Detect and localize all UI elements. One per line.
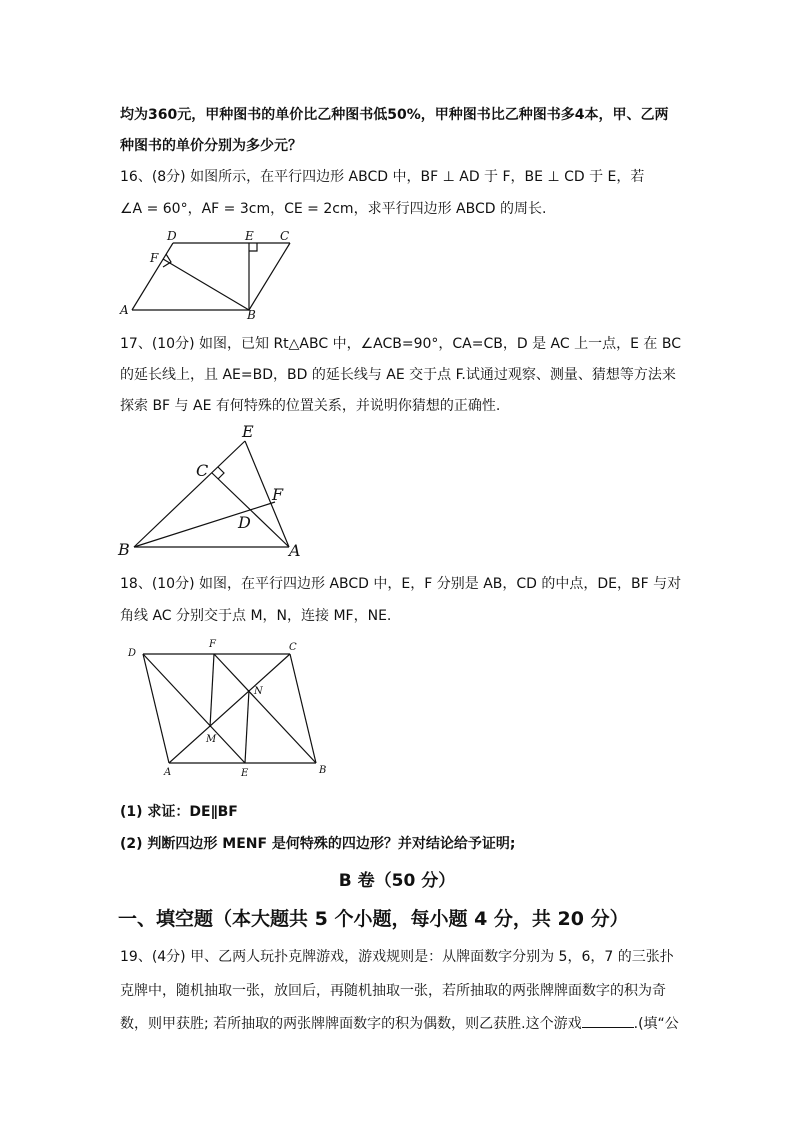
- q16-right-angle-f: [163, 254, 171, 267]
- q18-line-1: 18、(10分) 如图，在平行四边形 ABCD 中，E，F 分别是 AB，CD 的中点，DE，BF 与对: [120, 576, 682, 592]
- q16-label-a: A: [120, 303, 129, 317]
- q18-figure: [120, 636, 340, 782]
- q17-line-2: 的延长线上，且 AE=BD，BD 的延长线与 AE 交于点 F.试通过观察、测量、猜想等方法来: [120, 367, 676, 383]
- q16-line-2: ∠A = 60°，AF = 3cm，CE = 2cm，求平行四边形 ABCD 的周长.: [120, 201, 547, 217]
- q18-label-c: C: [289, 642, 297, 653]
- section-b-title: B 卷（50 分）: [338, 871, 456, 891]
- q18-side-cb: [290, 654, 316, 763]
- q16-label-f: F: [150, 251, 159, 265]
- q18-segment-mf: [210, 654, 214, 727]
- q16-figure: [116, 226, 306, 320]
- q19-line-2: 克牌中，随机抽取一张，放回后，再随机抽取一张，若所抽取的两张牌牌面数字的积为奇: [120, 983, 666, 999]
- q18-label-e: E: [241, 768, 249, 779]
- q18-side-da: [143, 654, 169, 763]
- q17-line-3: 探索 BF 与 AE 有何特殊的位置关系，并说明你猜想的正确性.: [120, 398, 501, 414]
- q18-segment-ne: [245, 690, 249, 763]
- q19-line-1: 19、(4分) 甲、乙两人玩扑克牌游戏，游戏规则是：从牌面数字分别为 5，6，7 的三张扑: [120, 949, 674, 965]
- q18-label-f: F: [209, 639, 216, 650]
- q18-label-a: A: [164, 767, 172, 778]
- q17-label-e: E: [242, 422, 254, 441]
- q15-line-2: 种图书的单价分别为多少元？: [120, 138, 302, 154]
- q19-line-3-text: 数，则甲获胜; 若所抽取的两张牌牌面数字的积为偶数，则乙获胜.这个游戏: [120, 1016, 582, 1032]
- q16-line-1: 16、(8分) 如图所示，在平行四边形 ABCD 中，BF ⊥ AD 于 F，BE ⊥ CD 于 E，若: [120, 169, 645, 185]
- q17-segment-be: [134, 441, 245, 547]
- q16-label-b: B: [247, 308, 256, 320]
- q15-line-1: 均为360元，甲种图书的单价比乙种图书低50%，甲种图书比乙种图书多4本，甲、乙两: [120, 107, 669, 123]
- q17-right-angle-c: [218, 467, 224, 479]
- q17-figure: [114, 422, 314, 562]
- q16-label-c: C: [280, 229, 290, 243]
- q17-label-a: A: [289, 541, 301, 560]
- q17-label-d: D: [238, 513, 251, 532]
- q18-label-b: B: [319, 765, 327, 776]
- section-fill-blank-heading: 一、填空题（本大题共 5 个小题，每小题 4 分，共 20 分）: [118, 908, 629, 930]
- q18-label-m: M: [206, 734, 217, 745]
- q16-label-d: D: [167, 229, 177, 243]
- q17-label-f: F: [272, 485, 284, 504]
- q16-side-bc: [249, 243, 290, 310]
- q16-label-e: E: [245, 229, 254, 243]
- q16-right-angle-e: [249, 243, 257, 251]
- q17-segment-bf: [134, 502, 275, 547]
- q18-part-1: (1) 求证：DE∥BF: [120, 804, 238, 820]
- q19-line-3: [120, 1013, 679, 1033]
- q17-label-c: C: [196, 461, 209, 480]
- q17-label-b: B: [118, 540, 130, 559]
- q18-label-d: D: [128, 648, 137, 659]
- q19-answer-blank: [582, 1015, 634, 1028]
- q16-segment-bf: [163, 259, 249, 310]
- q19-line-3-tail: .(填“公: [633, 1016, 679, 1032]
- q18-label-n: N: [254, 686, 263, 697]
- q17-line-1: 17、(10分) 如图，已知 Rt△ABC 中，∠ACB=90°，CA=CB，D 是 AC 上一点，E 在 BC: [120, 336, 681, 352]
- q18-part-2: (2) 判断四边形 MENF 是何特殊的四边形？并对结论给予证明;: [120, 836, 516, 852]
- q18-line-2: 角线 AC 分别交于点 M，N，连接 MF，NE.: [120, 608, 392, 624]
